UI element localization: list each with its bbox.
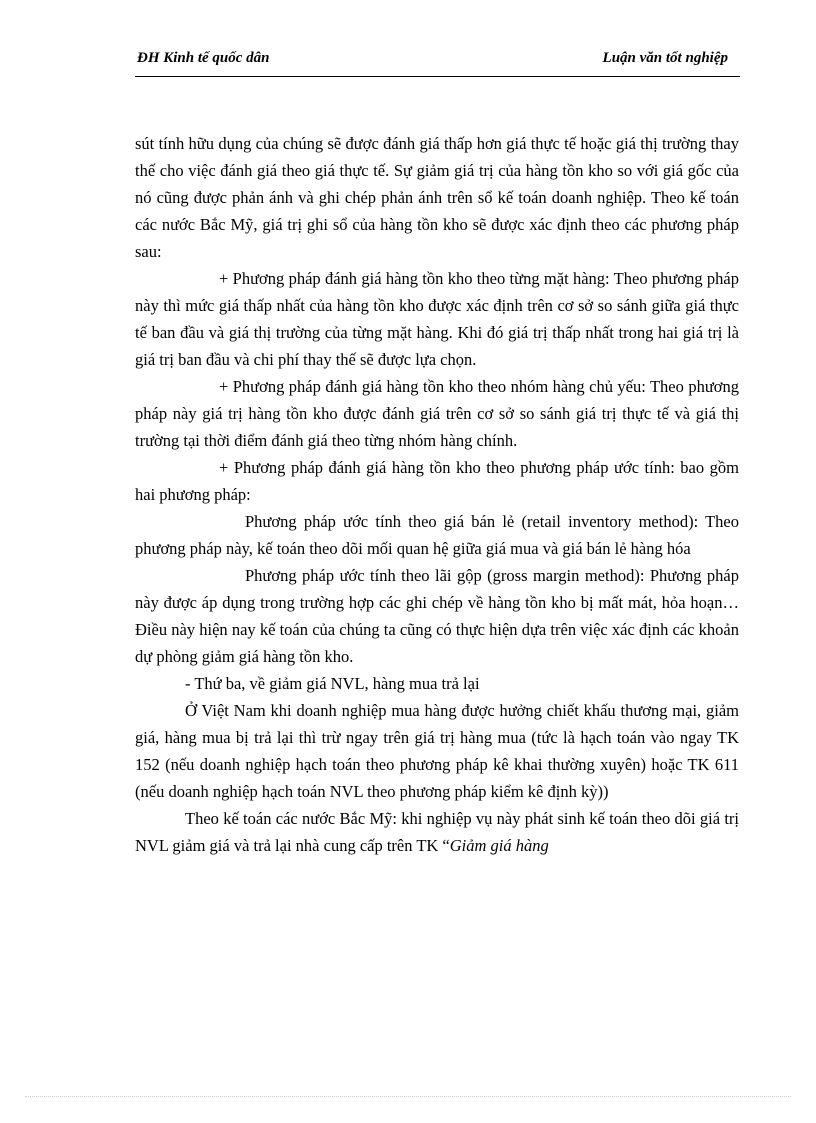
header-divider [135,76,740,77]
page-header [135,48,740,72]
account-name-italic: Giảm giá hàng [449,836,549,855]
header-doc-type: Luận văn tốt nghiệp [602,50,728,66]
document-body [135,130,739,859]
header-university: ĐH Kinh tế quốc dân [137,50,270,66]
paragraph-gross-margin: Phương pháp ước tính theo lãi gộp (gross margin method): Phương pháp này được áp dụng trong trường hợp các ghi chép về hàng tồn kho bị mất mát, hỏa hoạn… Điều này hiện nay kế toán của chúng ta cũng có thực hiện dựa trên việc xác định các khoản dự phòng giảm giá hàng tồn kho. [135,566,739,666]
paragraph-method-estimate: + Phương pháp đánh giá hàng tồn kho theo phương pháp ước tính: bao gồm hai phương pháp: [135,458,739,504]
paragraph-third-point: - Thứ ba, về giảm giá NVL, hàng mua trả lại [185,674,480,693]
paragraph-intro: sút tính hữu dụng của chúng sẽ được đánh giá thấp hơn giá thực tế hoặc giá thị trường thay thế cho việc đánh giá theo giá thực tế. Sự giảm giá trị của hàng tồn kho so với giá gốc của nó cũng được phản ánh và ghi chép phản ánh trên sổ kế toán doanh nghiệp. Theo kế toán các nước Bắc Mỹ, giá trị ghi sổ của hàng tồn kho sẽ được xác định theo các phương pháp sau: [135,134,739,261]
paragraph-north-america [135,805,739,859]
paragraph-method-item: + Phương pháp đánh giá hàng tồn kho theo từng mặt hàng: Theo phương pháp này thì mức giá thấp nhất của hàng tồn kho được xác định trên cơ sở so sánh giữa giá thực tế ban đầu và giá thị trường của từng mặt hàng. Khi đó giá trị thấp nhất trong hai giá trị là giá trị ban đầu và chi phí thay thế sẽ được lựa chọn. [135,269,739,369]
paragraph-north-america-text: Theo kế toán các nước Bắc Mỹ: khi nghiệp vụ này phát sinh kế toán theo dõi giá trị NVL giảm giá và trả lại nhà cung cấp trên TK “ [135,809,739,855]
page-bottom-edge [25,1096,791,1097]
paragraph-retail-method: Phương pháp ước tính theo giá bán lẻ (retail inventory method): Theo phương pháp này, kế toán theo dõi mối quan hệ giữa giá mua và giá bán lẻ hàng hóa [135,512,739,558]
paragraph-method-group: + Phương pháp đánh giá hàng tồn kho theo nhóm hàng chủ yếu: Theo phương pháp này giá trị hàng tồn kho được đánh giá trên cơ sở so sánh giá trị thực tế và giá thị trường tại thời điểm đánh giá theo từng nhóm hàng chính. [135,377,739,450]
paragraph-vietnam-practice: Ở Việt Nam khi doanh nghiệp mua hàng được hưởng chiết khấu thương mại, giảm giá, hàng mua bị trả lại thì trừ ngay trên giá trị hàng mua (tức là hạch toán vào ngay TK 152 (nếu doanh nghiệp hạch toán theo phương pháp kê khai thường xuyên) hoặc TK 611 (nếu doanh nghiệp hạch toán NVL theo phương pháp kiểm kê định kỳ)) [135,701,739,801]
